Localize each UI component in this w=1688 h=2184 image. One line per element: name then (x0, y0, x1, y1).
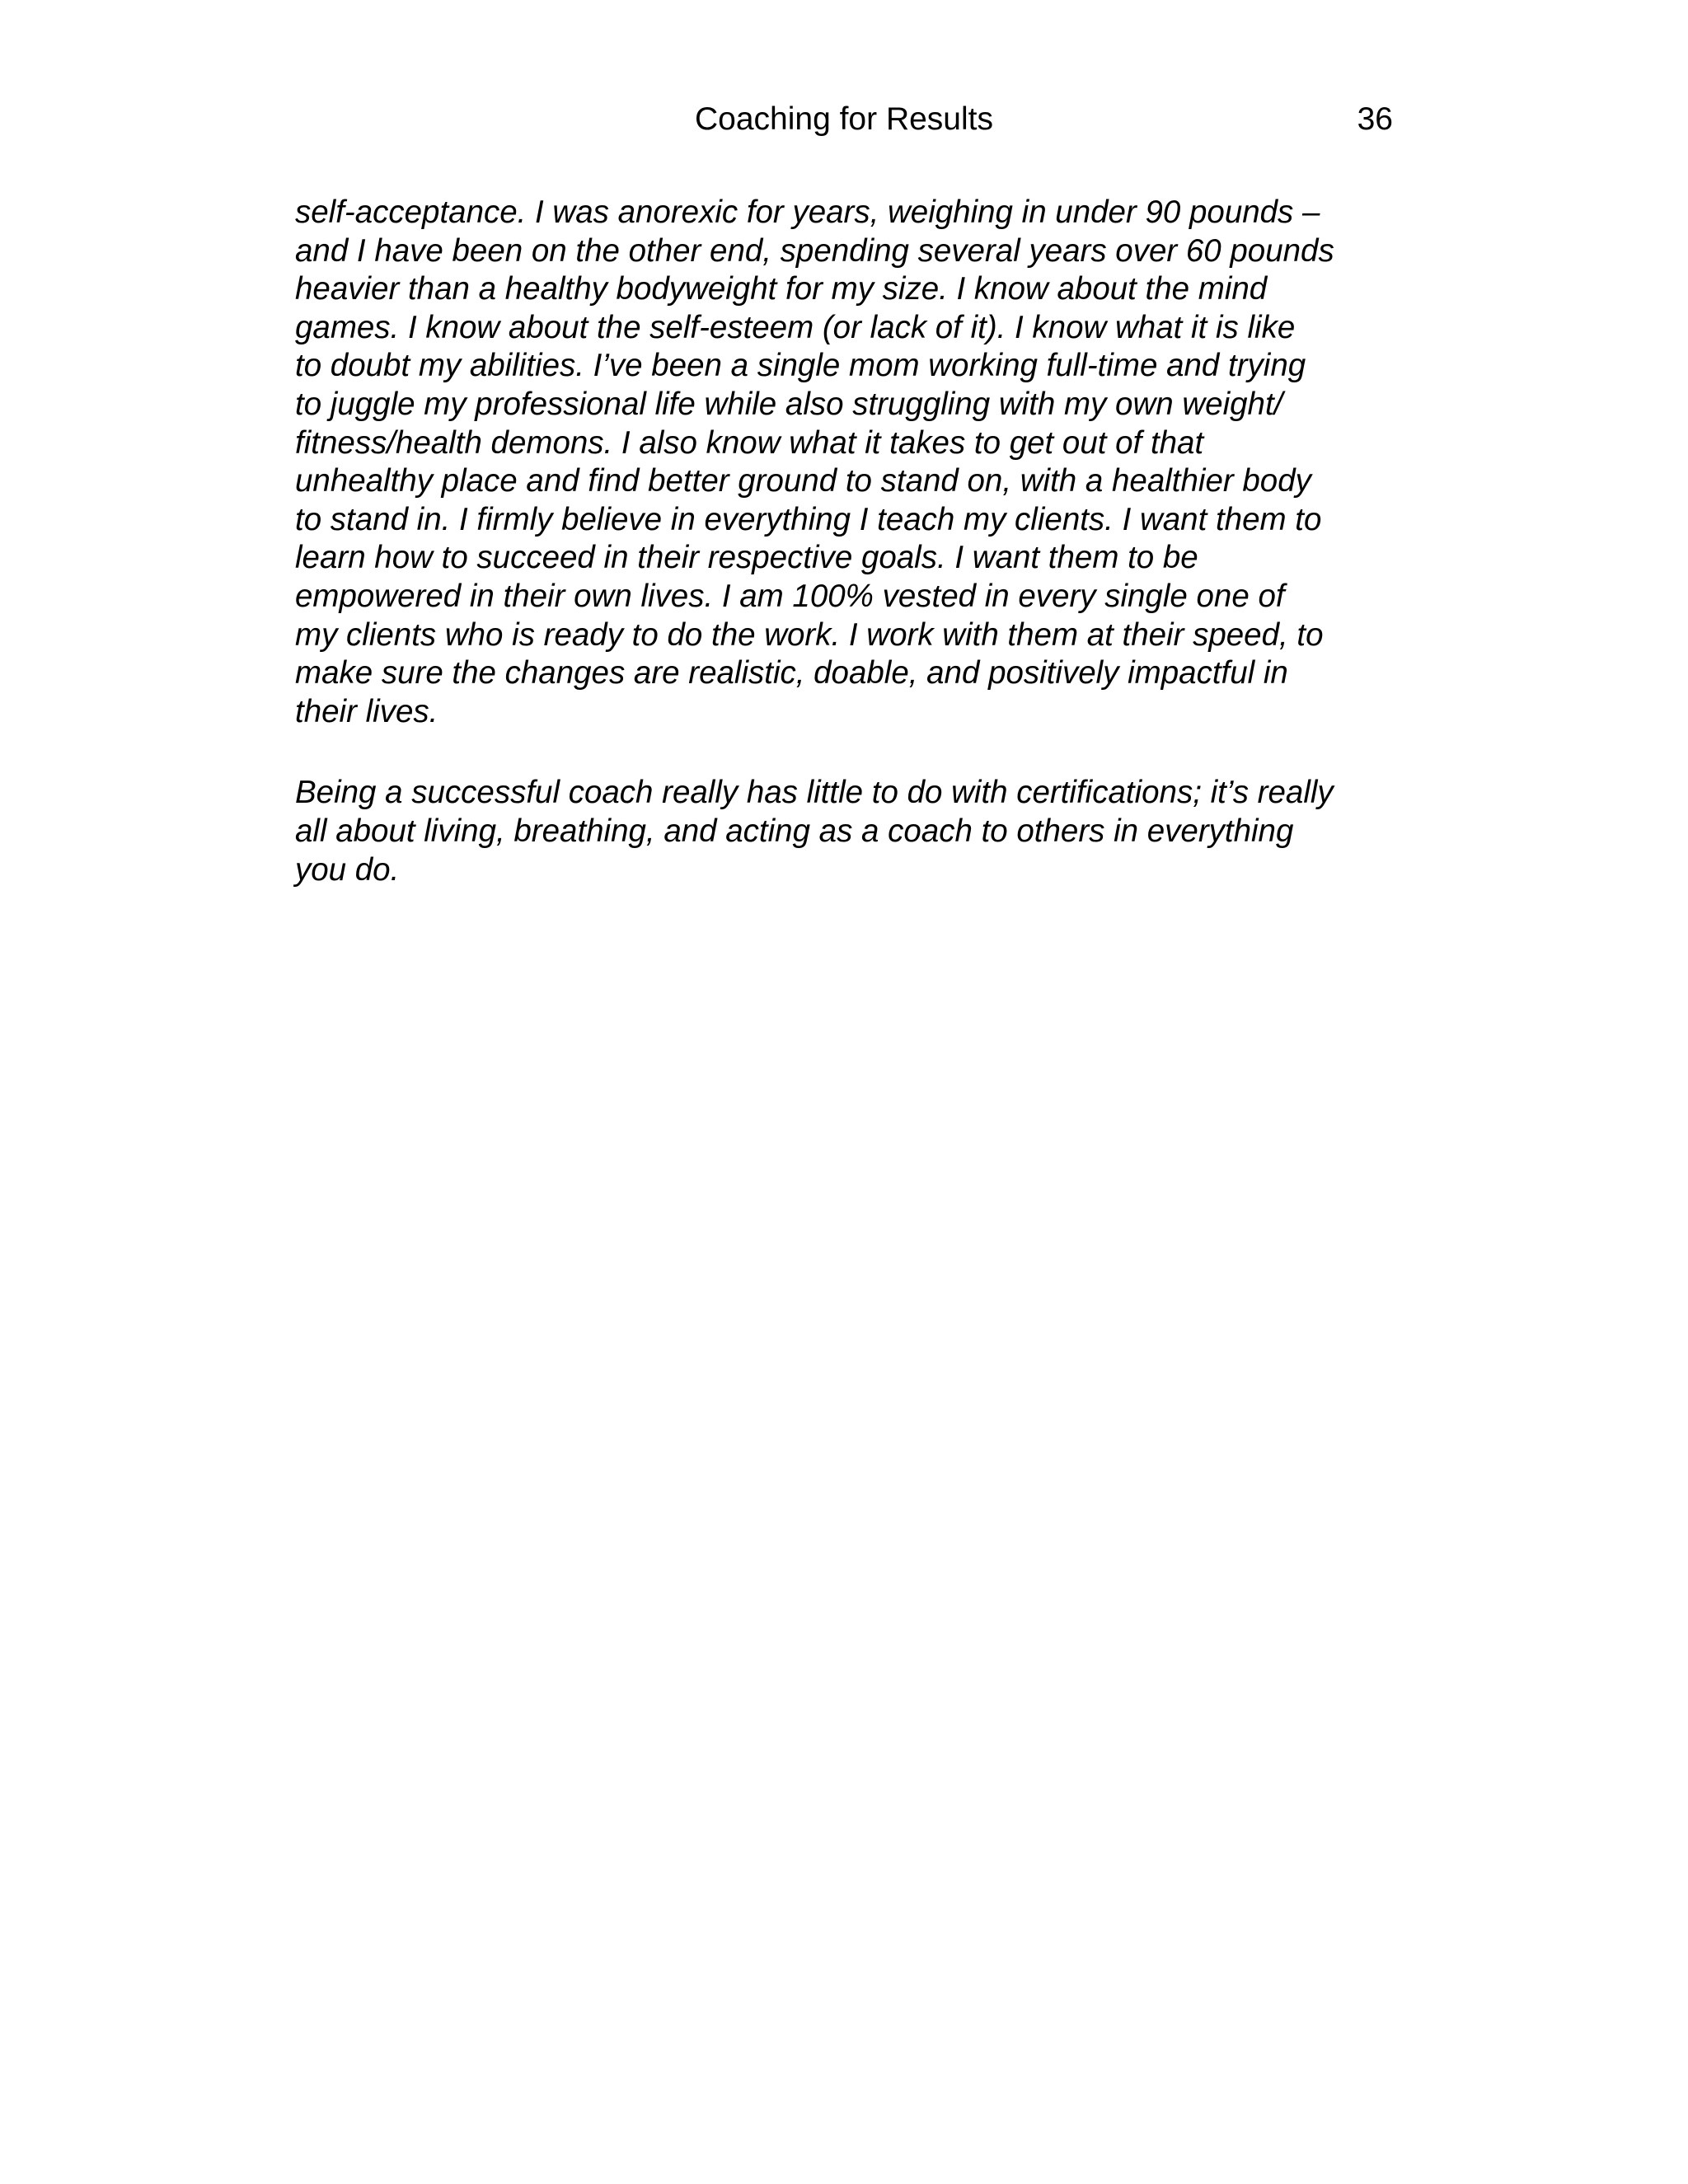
text-line: all about living, breathing, and acting as a coach to others in everything (295, 813, 1294, 849)
text-line: and I have been on the other end, spending several years over 60 pounds (295, 232, 1334, 269)
text-line: fitness/health demons. I also know what it takes to get out of that (295, 424, 1204, 461)
text-line: make sure the changes are realistic, doable, and positively impactful in (295, 655, 1288, 691)
text-line: to stand in. I firmly believe in everything I teach my clients. I want them to (295, 501, 1322, 537)
text-line: Being a successful coach really has little to do with certifications; it’s really (295, 775, 1334, 811)
text-line: empowered in their own lives. I am 100% vested in every single one of (295, 578, 1285, 614)
text-line: their lives. (295, 693, 438, 729)
running-header (295, 97, 1393, 142)
text-line: to juggle my professional life while also struggling with my own weight/ (295, 386, 1283, 422)
paragraph-spacer (295, 731, 1400, 774)
header-title: Coaching for Results (694, 101, 993, 137)
text-line: self-acceptance. I was anorexic for years, weighing in under 90 pounds – (295, 194, 1320, 230)
text-line: to doubt my abilities. I’ve been a single mom working full-time and trying (295, 348, 1306, 384)
page-number: 36 (1357, 101, 1393, 137)
text-line: heavier than a healthy bodyweight for my size. I know about the mind (295, 271, 1268, 307)
paragraph (295, 194, 1400, 731)
body-text (295, 194, 1400, 889)
text-line: my clients who is ready to do the work. I work with them at their speed, to (295, 616, 1324, 653)
text-line: you do. (295, 851, 400, 888)
text-line: learn how to succeed in their respective goals. I want them to be (295, 540, 1198, 576)
text-line: unhealthy place and find better ground to stand on, with a healthier body (295, 463, 1311, 499)
paragraph (295, 774, 1400, 889)
text-line: games. I know about the self-esteem (or lack of it). I know what it is like (295, 309, 1296, 345)
